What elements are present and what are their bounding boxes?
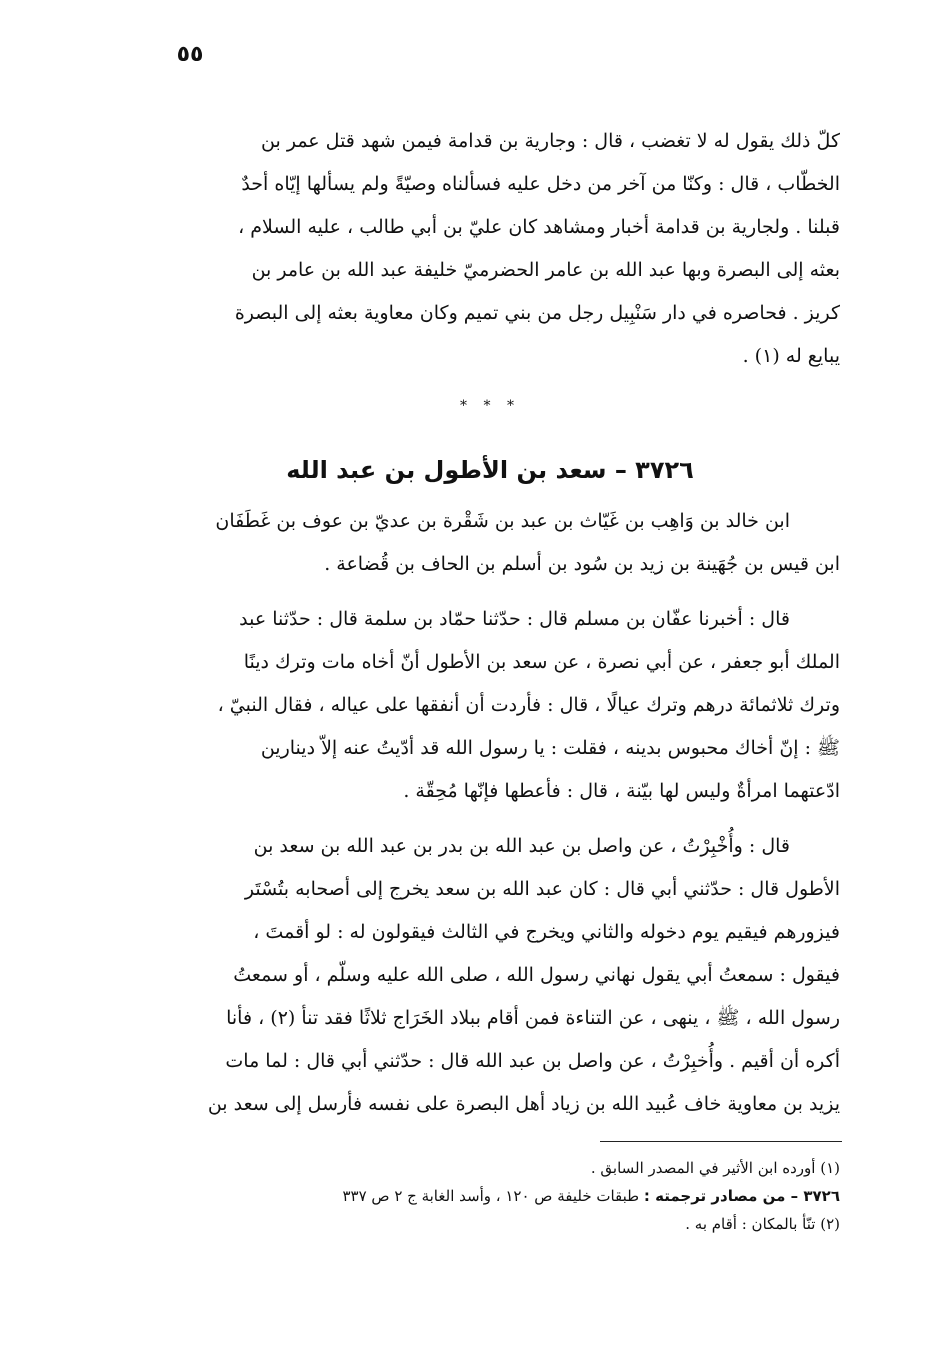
text-line: فيقول : سمعتُ أبي يقول نهاني رسول الله ، صلى الله عليه وسلّم ، أو سمعتُ <box>233 964 840 986</box>
section-separator: * * * <box>460 398 520 414</box>
footnotes <box>140 1154 840 1238</box>
sources-label: ٣٧٢٦ – من مصادر ترجمته : <box>643 1187 840 1205</box>
entry-body <box>140 500 840 1126</box>
text-line: يزيد بن معاوية خاف عُبيد الله بن زياد أهل البصرة على نفسه فأرسل إلى سعد بن <box>207 1093 840 1115</box>
text-line: ﷺ : إنّ أخاك محبوس بدينه ، فقلت : يا رسول الله قد أدّيتُ عنه إلاّ دينارين <box>260 737 840 759</box>
text-line: الملك أبو جعفر ، عن أبي نصرة ، عن سعد بن الأطول أنّ أخاه مات وترك دينًا <box>243 651 840 673</box>
text-line: وترك ثلاثمائة درهم وترك عيالًا ، قال : فأردت أن أنفقها على عياله ، فقال النبيّ ، <box>217 694 840 716</box>
text-line: قال : وأُخْبِرْتُ ، عن واصل بن عبد الله بن بدر بن عبد الله بن سعد بن <box>253 835 790 857</box>
text-line: قبلنا . ولجارية بن قدامة أخبار ومشاهد كان عليّ بن أبي طالب ، عليه السلام ، <box>238 216 840 238</box>
lineage-line: ابن خالد بن وَاهِب بن غَيّاث بن عبد بن شَقْرة بن عديّ بن عوف بن غَطَفَان <box>215 510 790 532</box>
sources-text: طبقات خليفة ص ١٢٠ ، وأسد الغابة ج ٢ ص ٣٣٧ <box>342 1187 640 1205</box>
opening-paragraph <box>140 120 840 378</box>
text-line: قال : أخبرنا عفّان بن مسلم قال : حدّثنا حمّاد بن سلمة قال : حدّثنا عبد <box>239 608 790 630</box>
footnote-sources <box>140 1182 840 1210</box>
footnote-divider <box>600 1141 842 1142</box>
text-line: كلّ ذلك يقول له لا تغضب ، قال : وجارية بن قدامة فيمن شهد قتل عمر بن <box>261 130 840 152</box>
text-line: بعثه إلى البصرة وبها عبد الله بن عامر الحضرميّ خليفة عبد الله بن عامر بن <box>251 259 840 281</box>
text-line: أكره أن أقيم . وأُخبِرْتُ ، عن واصل بن عبد الله قال : حدّثني أبي قال : لما مات <box>225 1050 840 1072</box>
text-line: كريز . فحاصره في دار سَنْبِيل رجل من بني تميم وكان معاوية بعثه إلى البصرة <box>234 302 840 324</box>
entry-title: ٣٧٢٦ – سعد بن الأطول بن عبد الله <box>286 456 694 484</box>
text-line: رسول الله ، ﷺ ، ينهى ، عن التناءة فمن أقام ببلاد الخَرَاج ثلاثًا فقد تنأ (٢) ، فأنا <box>226 1007 840 1029</box>
footnote-1: (١) أورده ابن الأثير في المصدر السابق . <box>590 1159 840 1177</box>
text-line: ادّعتهما امرأةٌ وليس لها بيّنة ، قال : فأعطها فإنّها مُحِقّة . <box>403 780 840 802</box>
text-line: الأطول قال : حدّثني أبي قال : كان عبد الله بن سعد يخرج إلى أصحابه بتُسْتَر <box>244 878 840 900</box>
text-line: الخطّاب ، قال : وكنّا من آخر من دخل عليه فسألناه وصيّةً ولم يسألها إيّاه أحدٌ <box>241 173 840 195</box>
lineage-line: ابن قيس بن جُهَينة بن زيد بن سُود بن أسلم بن الحاف بن قُضاعة . <box>324 553 840 575</box>
footnote-2: (٢) تنّأ بالمكان : أقام به . <box>685 1215 840 1233</box>
text-line: فيزورهم فيقيم يوم دخوله والثاني ويخرج في الثالث فيقولون له : لو أقمتَ ، <box>253 921 840 943</box>
text-line: يبايع له (١) . <box>742 345 840 367</box>
page-number: ٥٥ <box>176 42 204 67</box>
